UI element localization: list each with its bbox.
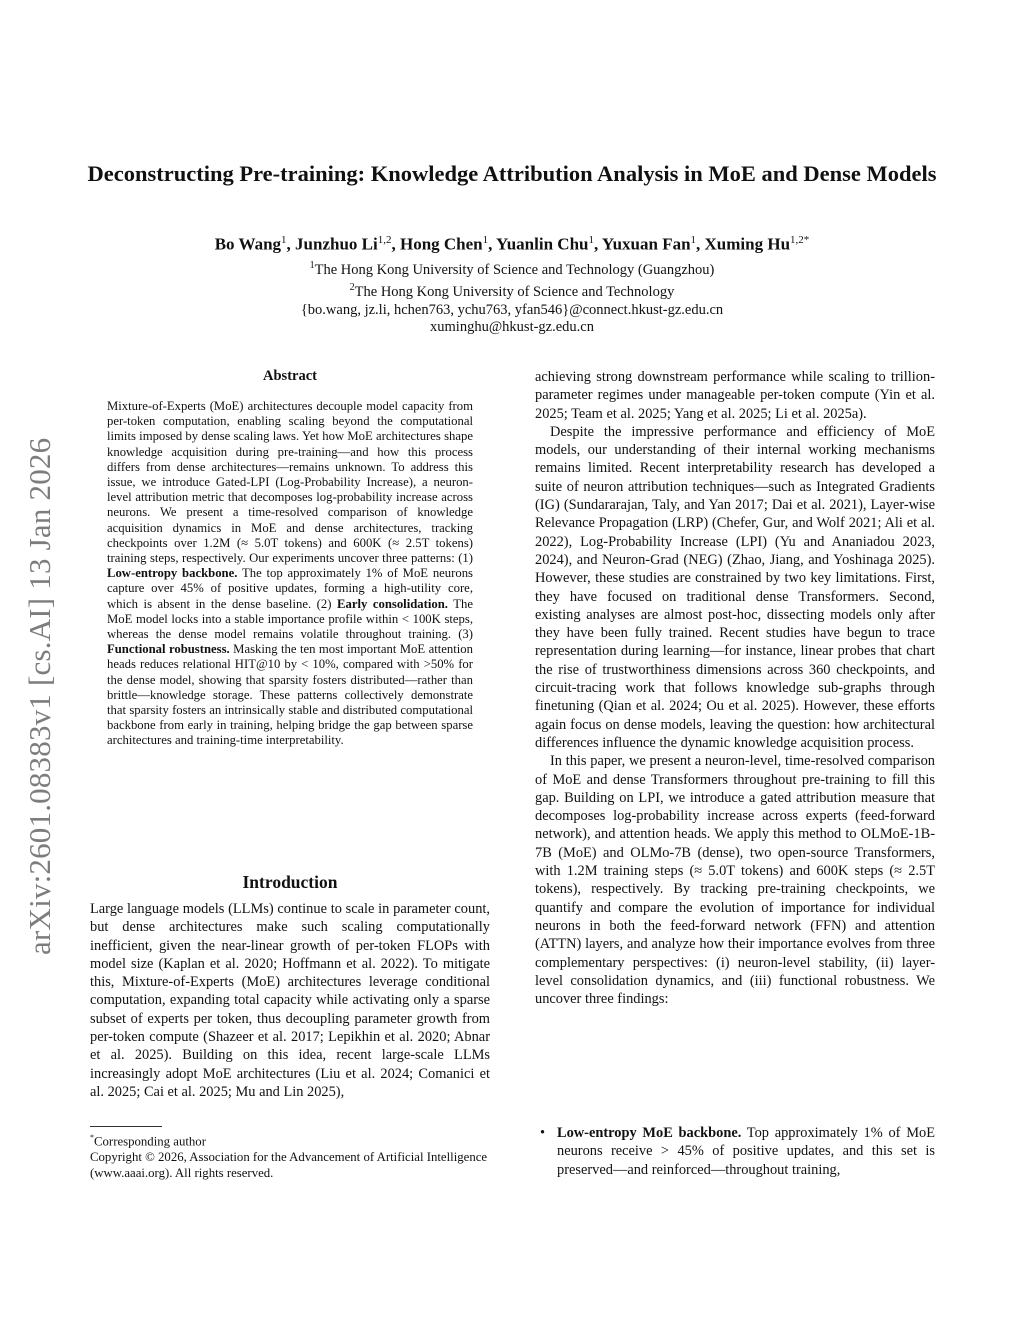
introduction-heading: Introduction <box>242 872 338 892</box>
author-affil-sup: 1,2 <box>377 234 392 246</box>
arxiv-identifier[interactable]: arXiv:2601.08383v1 [cs.AI] 13 Jan 2026 <box>22 437 57 955</box>
author-affil-sup: 1,2* <box>790 234 810 246</box>
abstract-finding-label: Low-entropy backbone. <box>107 566 238 581</box>
author-name: Yuanlin Chu <box>496 234 589 254</box>
abstract-text-segment: Mixture-of-Experts (MoE) architectures decouple model capacity from per-token computation, enabling scaling beyond the computational limits imposed by dense scaling laws. Yet how MoE architectures shape knowledge acquisition during pre-training—and how this process differs from dense architectures—remains unknown. To address this issue, we introduce Gated-LPI (Log-Probability Increase), a neuron-level attribution metric that decomposes log-probability increase across neurons. We present a time-resolved comparison of knowledge acquisition dynamics in MoE and dense architectures, tracking checkpoints over 1.2M (≈ 5.0T tokens) and 600K (≈ 2.5T tokens) training steps, respectively. Our experiments uncover three patterns: (1) <box>107 399 473 566</box>
affiliation-text: The Hong Kong University of Science and Technology <box>354 284 675 301</box>
copyright-notice: Copyright © 2026, Association for the Advancement of Artificial Intelligence (www.aaai.org). All rights reserved. <box>90 1150 488 1181</box>
footnote-text: Corresponding author <box>94 1134 206 1149</box>
abstract-text <box>107 399 473 749</box>
author-name: Hong Chen <box>399 234 483 254</box>
affiliation-line <box>80 257 944 279</box>
footnote-mark: * <box>90 1133 94 1142</box>
paragraph: In this paper, we present a neuron-level, time-resolved comparison of MoE and dense Transformers throughout pre-training to fill this gap. Building on LPI, we introduce a gated attribution measure that decomposes log-probability increase across experts (feed-forward network), and attention heads. We apply this method to OLMoE-1B-7B (MoE) and OLMo-7B (dense), two open-source Transformers, with 1.2M training steps (≈ 5.0T tokens) and 600K steps (≈ 2.5T tokens), respectively. By tracking pre-training checkpoints, we quantify and compare the evolution of importance for individual neurons in both the feed-forward network (FFN) and attention (ATTN) layers, and analyze how their importance evolves from three complementary perspectives: (i) neuron-level stability, (ii) layer-level consolidation dynamics, and (iii) functional robustness. We uncover three findings: <box>535 753 935 1008</box>
affiliation-text: The Hong Kong University of Science and Technology (Guangzhou) <box>314 261 715 278</box>
bullet-text <box>557 1124 935 1179</box>
email-line[interactable]: {bo.wang, jz.li, hchen763, ychu763, yfan546}@connect.hkust-gz.edu.cn <box>300 301 724 318</box>
author-name: Yuxuan Fan <box>601 234 691 254</box>
author-list: Bo Wang$^1$, Junzhuo Li$^{1,2}$, Hong Chen$^1$, Yuanlin Chu$^1$, Yuxuan Fan$^1$, Xuming $Hu^{1,2*}$ <box>214 234 810 254</box>
bullet-body: Top approximately 1% of MoE neurons receive > 45% of positive updates, and this set is preserved—and reinforced—throughout training, <box>557 1125 935 1178</box>
affiliations <box>80 257 944 337</box>
finding-bullet <box>535 1124 935 1179</box>
abstract-finding-label: Functional robustness. <box>107 642 230 657</box>
author-name: Junzhuo Li <box>295 234 378 254</box>
author-name: Bo Wang <box>214 234 282 254</box>
author-affil-sup: 1 <box>482 234 489 246</box>
right-column <box>535 368 935 1008</box>
author-affil-sup: 1 <box>588 234 594 246</box>
abstract-text-segment: The top approximately 1% of MoE neurons capture over 45% of positive updates, forming a high-utility core, which is absent in the dense baseline. (2) <box>107 566 473 611</box>
paper-title: Deconstructing Pre-training: Knowledge Attribution Analysis in MoE and Dense Models <box>87 161 937 186</box>
paragraph: Despite the impressive performance and efficiency of MoE models, our understanding of their internal working mechanisms remains limited. Recent interpretability research has developed a suite of neuron attribution techniques—such as Integrated Gradients (IG) (Sundararajan, Taly, and Yan 2017; Dai et al. 2021), Layer-wise Relevance Propagation (LRP) (Chefer, Gur, and Wolf 2021; Ali et al. 2022), Log-Probability Increase (LPI) (Yu and Ananiadou 2023, 2024), and Neuron-Grad (NEG) (Zhao, Jiang, and Yoshinaga 2025). However, these studies are constrained by two key limitations. First, they have focused on traditional dense Transformers. Second, existing analyses are almost post-hoc, dissecting models only after they have been fully trained. Recent studies have begun to trace representation during learning—for instance, linear probes that chart the rise of trustworthiness dimensions across 360 checkpoints, and circuit-tracing work that follows knowledge sub-graphs through finetuning (Qian et al. 2024; Ou et al. 2025). However, these efforts again focus on dense models, leaving the question: how architectural differences influence the dynamic knowledge acquisition process. <box>535 423 935 751</box>
abstract-finding-label: Early consolidation. <box>337 596 448 611</box>
email-line[interactable]: xuminghu@hkust-gz.edu.cn <box>430 319 594 336</box>
author-affil-sup: 1 <box>281 234 287 246</box>
corresponding-author-note <box>90 1130 490 1149</box>
bullet-label: Low-entropy MoE backbone. <box>557 1125 742 1141</box>
paragraph-continuation: achieving strong downstream performance while scaling to trillion-parameter regimes under manageable per-token compute (Yin et al. 2025; Team et al. 2025; Yang et al. 2025; Li et al. 2025a). <box>535 369 935 422</box>
affiliation-sup: 2 <box>349 282 355 294</box>
author-affil-sup: 1 <box>690 234 697 246</box>
abstract-heading: Abstract <box>263 368 317 384</box>
affiliation-line <box>80 279 944 301</box>
author-name: Xuming Hu <box>704 234 791 254</box>
affiliation-sup: 1 <box>309 260 315 271</box>
abstract-text-segment: The MoE model locks into a stable importance profile within < 100K steps, whereas the dense model remains volatile throughout training. (3) <box>107 596 473 642</box>
introduction-paragraph: Large language models (LLMs) continue to scale in parameter count, but dense architectures make such scaling computationally inefficient, given the near-linear growth of per-token FLOPs with model size (Kaplan et al. 2020; Hoffmann et al. 2022). To mitigate this, Mixture-of-Experts (MoE) architectures leverage conditional computation, expanding total capacity while activating only a sparse subset of experts per token, thus decoupling parameter growth from per-token compute (Shazeer et al. 2017; Lepikhin et al. 2020; Abnar et al. 2025). Building on this idea, recent large-scale LLMs increasingly adopt MoE architectures (Liu et al. 2024; Comanici et al. 2025; Cai et al. 2025; Mu and Lin 2025), <box>90 901 490 1100</box>
bullet-point-icon: • <box>540 1125 546 1141</box>
footnote-divider <box>90 1126 162 1127</box>
abstract-text-segment: Masking the ten most important MoE attention heads reduces relational HIT@10 by < 10%, compared with >50% for the dense model, showing that sparsity fosters distributed—rather than brittle—knowledge storage. These patterns collectively demonstrate that sparsity fosters an intrinsically stable and distributed computational backbone from early in training, helping bridge the gap between sparse architectures and training-time interpretability. <box>107 642 473 748</box>
footnotes <box>90 1130 490 1181</box>
